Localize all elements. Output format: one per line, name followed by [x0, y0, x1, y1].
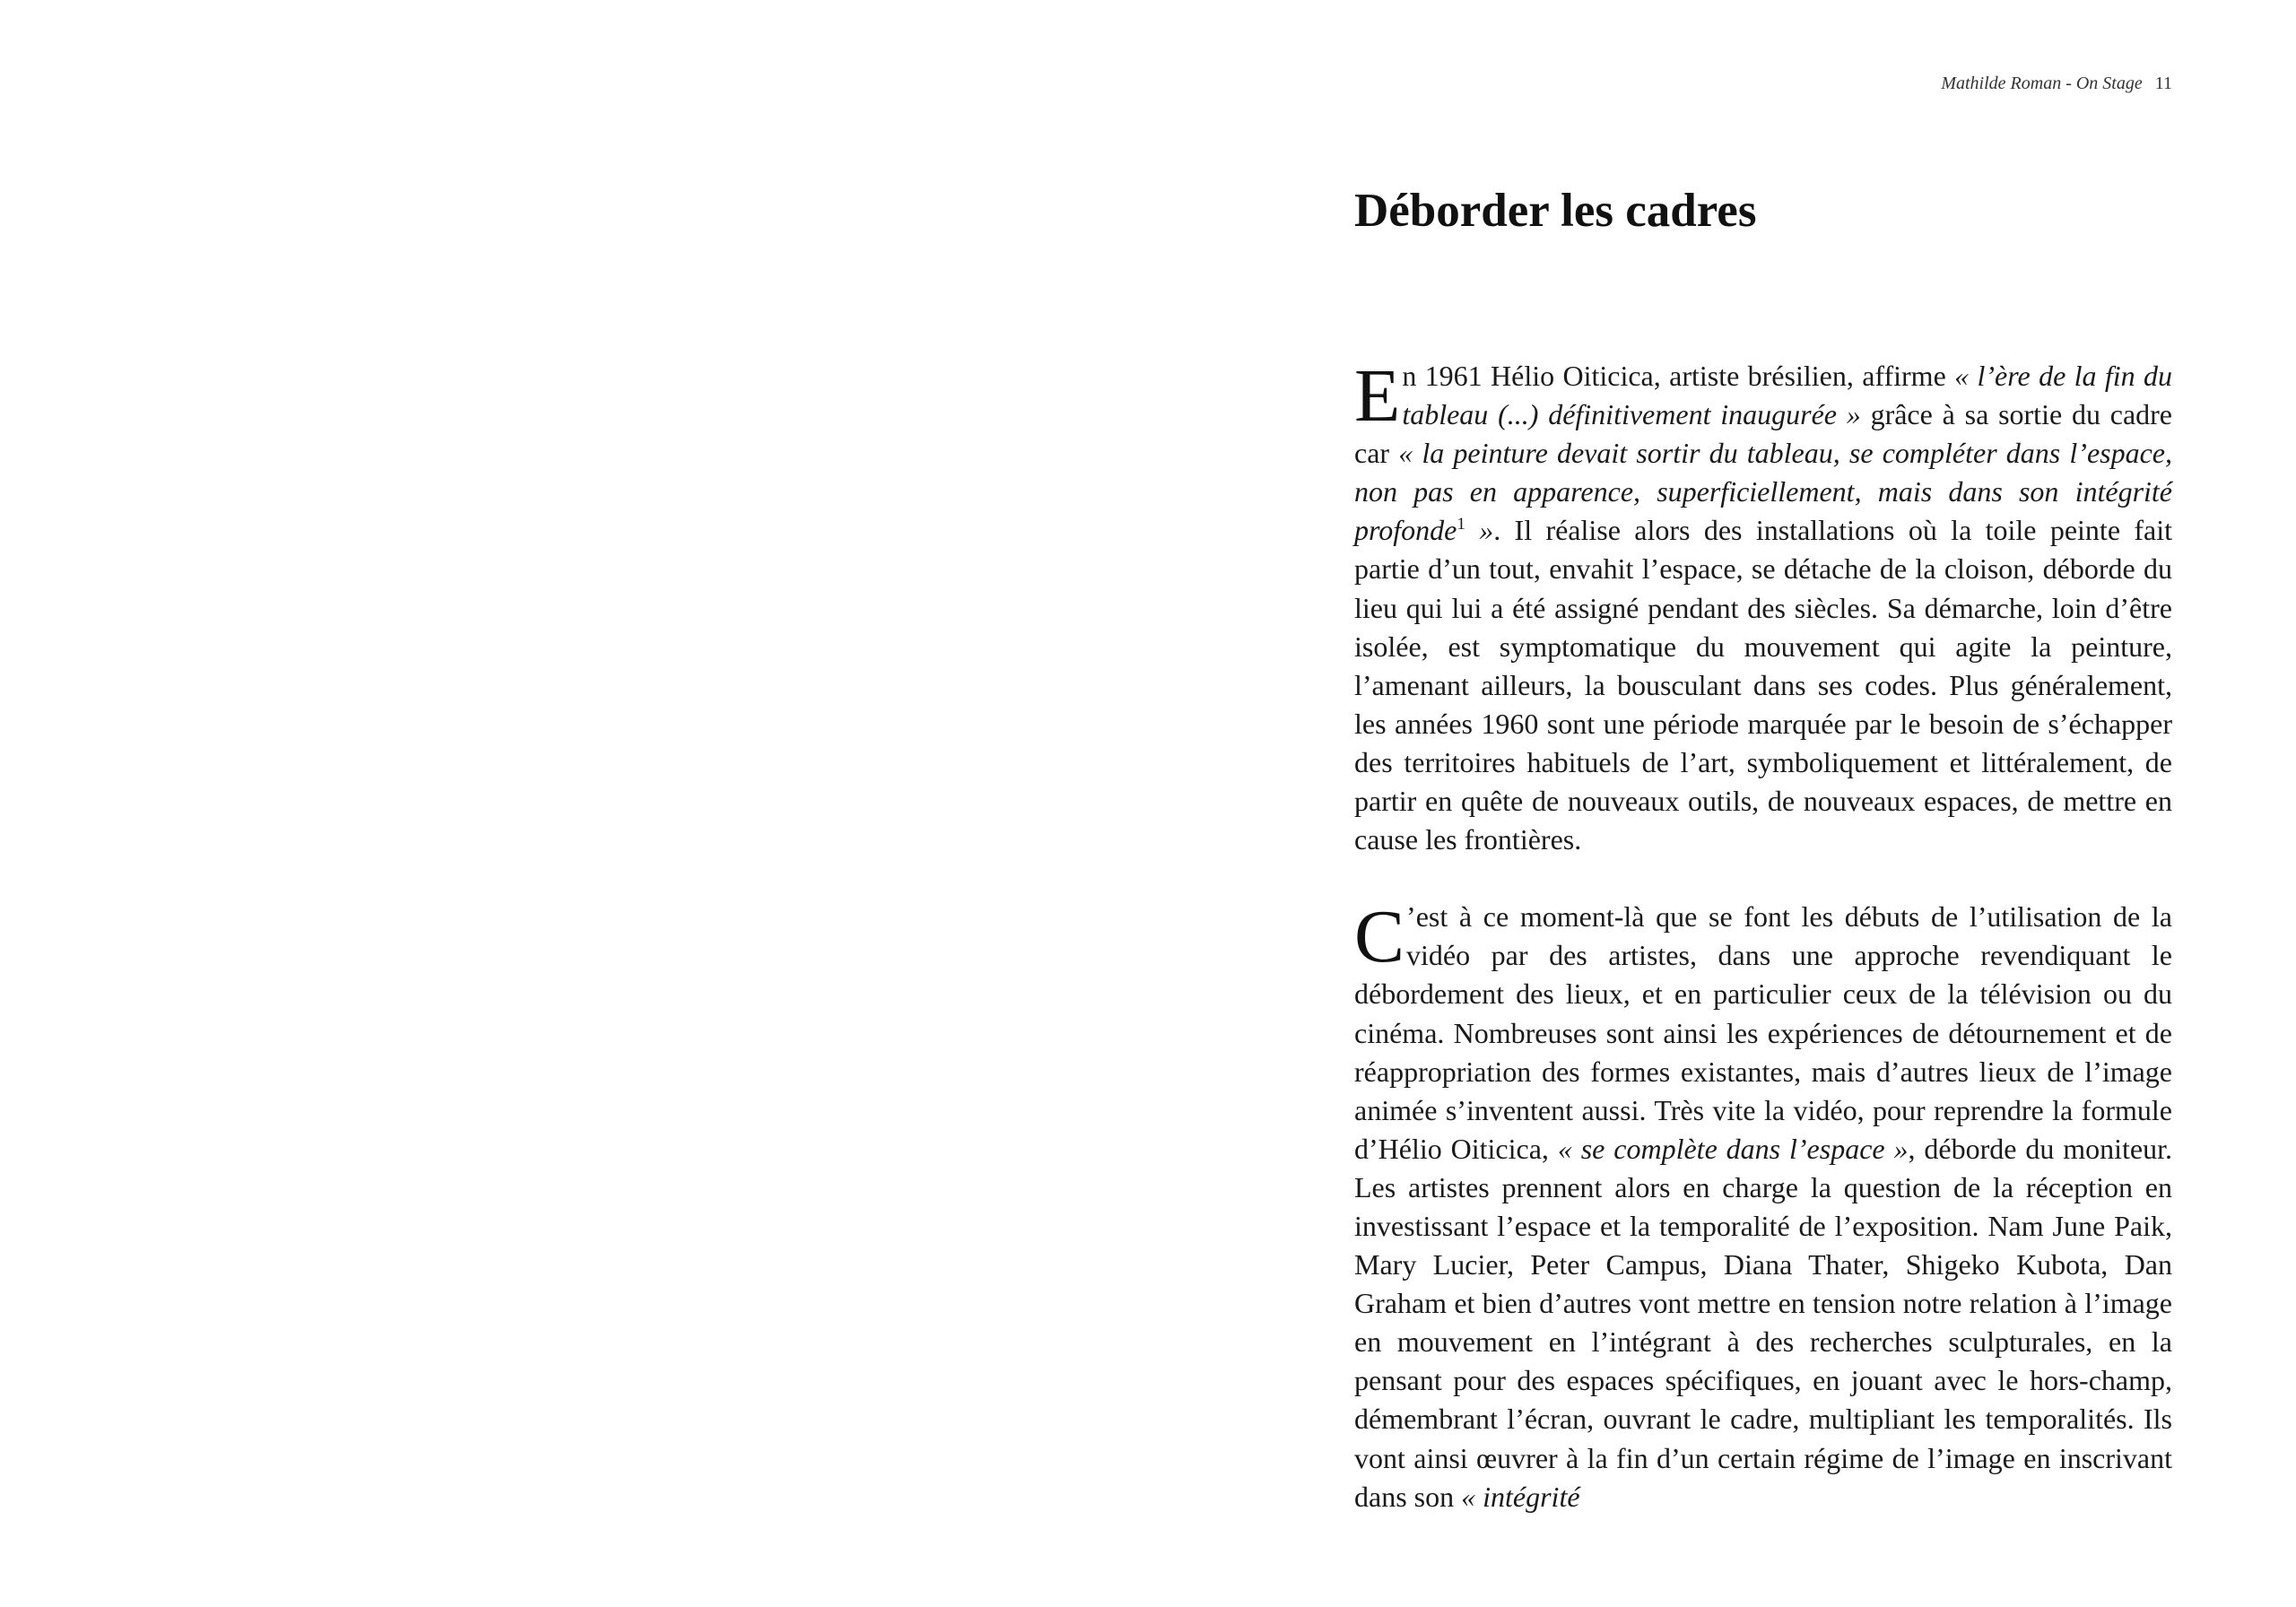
paragraph-1	[1354, 354, 2173, 859]
italic-quote: »	[1465, 514, 1494, 547]
text-run: n 1961 Hélio Oiticica, artiste brésilien, affirme	[1402, 360, 1955, 392]
page-number: 11	[2154, 74, 2172, 93]
italic-quote: « la peinture devait sortir du tableau, se compléter dans l’espace, non pas en apparence, superficiellement, mais dans son intégrité profonde	[1354, 437, 2173, 547]
running-head	[1354, 74, 2172, 94]
drop-cap: C	[1354, 895, 1405, 979]
footnote-ref: 1	[1457, 515, 1465, 534]
text-run: grâce à sa sortie du cadre car	[1354, 398, 2172, 470]
running-head-title: Mathilde Roman - On Stage	[1941, 74, 2143, 93]
italic-quote: « intégrité	[1461, 1480, 1580, 1513]
text-run: , déborde du moniteur. Les artistes prennent alors en charge la question de la réception en investissant l’espace et la temporalité de l’exposition. Nam June Paik, Mary Lucier, Peter Campus, Diana Thater, Shigeko Kubota, Dan Graham et bien d’autres vont mettre en tension notre relation à l’image en mouvement en l’intégrant à des recherches sculpturales, en la pensant pour des espaces spécifiques, en jouant avec le hors-champ, démembrant l’écran, ouvrant le cadre, multipliant les temporalités. Ils vont ainsi œuvrer à la fin d’un certain régime de l’image en inscrivant dans son	[1354, 1132, 2173, 1513]
drop-cap: E	[1354, 354, 1401, 438]
chapter-title: Déborder les cadres	[1354, 185, 1757, 237]
text-run: ’est à ce moment-là que se font les débuts de l’utilisation de la vidéo par des artistes, dans une approche revendiquant le débordement des lieux, et en particulier ceux de la télévision ou du cinéma. Nombreuses sont ainsi les expériences de détournement et de réappropriation des formes existantes, mais d’autres lieux de l’image animée s’inventent aussi. Très vite la vidéo, pour reprendre la formule d’Hélio Oiticica,	[1354, 900, 2172, 1165]
italic-quote: « l’ère de la fin du tableau (...) définitivement inaugurée »	[1402, 360, 2173, 431]
text-run: . Il réalise alors des installations où la toile peinte fait partie d’un tout, envahit l’espace, se détache de la cloison, déborde du lieu qui lui a été assigné pendant des siècles. Sa démarche, loin d’être isolée, est symptomatique du mouvement qui agite la peinture, l’amenant ailleurs, la bousculant dans ses codes. Plus généralement, les années 1960 sont une période marquée par le besoin de s’échapper des territoires habituels de l’art, symboliquement et littéralement, de partir en quête de nouveaux outils, de nouveaux espaces, de mettre en cause les frontières.	[1354, 514, 2172, 856]
italic-quote: « se complète dans l’espace »	[1557, 1132, 1909, 1165]
body-text	[1354, 354, 2173, 1516]
paragraph-2	[1354, 895, 2173, 1516]
